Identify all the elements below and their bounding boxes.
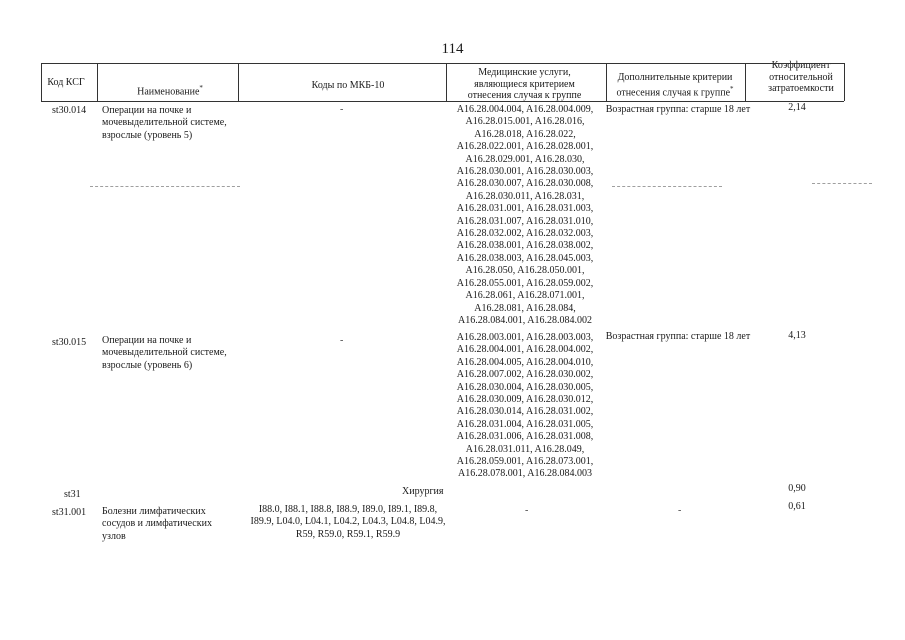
row-coef: 2,14 — [788, 102, 806, 113]
row-criteria: - — [678, 505, 682, 516]
header-bottom-rule — [41, 101, 844, 102]
header-divider — [745, 63, 746, 101]
group-title: Хирургия — [402, 486, 444, 497]
header-services: Медицинские услуги, являющиеся критерием отнесения случая к группе — [467, 67, 582, 101]
row-criteria: Возрастная группа: старше 18 лет — [605, 331, 751, 342]
row-services: A16.28.003.001, A16.28.003.003, A16.28.004.001, A16.28.004.002, A16.28.004.005, A16.28.004.010, A16.28.007.002, A16.28.030.002, A16.28.030.004, A16.28.030.005, A16.28.030.009, A16.28.030.012, A16.28.030.014, A16.28.031.002, A16.28.031.004, A16.28.031.005, A16.28.031.006, A16.28.031.008, A16.28.031.011, A16.28.049, A16.28.059.001, A16.28.073.001, A16.28.078.001, A16.28.084.003 — [456, 332, 594, 480]
row-code: st30.014 — [52, 105, 87, 116]
row-code: st30.015 — [52, 337, 87, 348]
row-services: A16.28.004.004, A16.28.004.009, A16.28.015.001, A16.28.016, A16.28.018, A16.28.022, A16.28.022.001, A16.28.028.001, A16.28.029.001, A16.28.030, A16.28.030.001, A16.28.030.003, A16.28.030.007, A16.28.030.008, A16.28.030.011, A16.28.031, A16.28.031.001, A16.28.031.003, A16.28.031.007, A16.28.031.010, A16.28.032.002, A16.28.032.003, A16.28.038.001, A16.28.038.002, A16.28.038.003, A16.28.045.003, A16.28.050, A16.28.050.001, A16.28.055.001, A16.28.059.002, A16.28.061, A16.28.071.001, A16.28.081, A16.28.084, A16.28.084.001, A16.28.084.002 — [456, 104, 594, 326]
header-divider — [606, 63, 607, 101]
row-mkb: I88.0, I88.1, I88.8, I88.9, I89.0, I89.1, I89.8, I89.9, L04.0, L04.1, L04.2, L04.3, L04.8, L04.9, R59, R59.0, R59.1, R59.9 — [250, 504, 446, 540]
row-coef: 4,13 — [788, 330, 806, 341]
row-mkb: - — [340, 335, 344, 346]
header-divider — [238, 63, 239, 101]
group-code: st31 — [64, 489, 81, 500]
scan-artifact — [90, 186, 240, 187]
header-code: Код КСГ — [47, 77, 85, 88]
header-coef: Коэффициент относительной затратоемкости — [768, 60, 834, 94]
header-name: Наименование* — [137, 84, 203, 98]
header-top-rule — [41, 63, 844, 64]
row-criteria: Возрастная группа: старше 18 лет — [605, 104, 751, 115]
row-services: - — [525, 505, 529, 516]
row-name: Операции на почке и мочевыделительной системе, взрослые (уровень 6) — [102, 335, 227, 371]
group-coef: 0,90 — [788, 483, 806, 494]
row-mkb: - — [340, 104, 344, 115]
header-divider — [97, 63, 98, 101]
header-divider — [446, 63, 447, 101]
header-divider — [41, 63, 42, 101]
row-name: Болезни лимфатических сосудов и лимфатических узлов — [102, 506, 212, 542]
header-divider — [844, 63, 845, 101]
header-mkb: Коды по МКБ-10 — [311, 80, 385, 91]
row-code: st31.001 — [52, 507, 87, 518]
page-number: 114 — [441, 41, 464, 57]
row-coef: 0,61 — [788, 501, 806, 512]
row-name: Операции на почке и мочевыделительной системе, взрослые (уровень 5) — [102, 105, 227, 141]
scan-artifact — [812, 183, 872, 184]
scan-artifact — [612, 186, 722, 187]
header-criteria: Дополнительные критерии отнесения случая к группе* — [616, 72, 734, 98]
